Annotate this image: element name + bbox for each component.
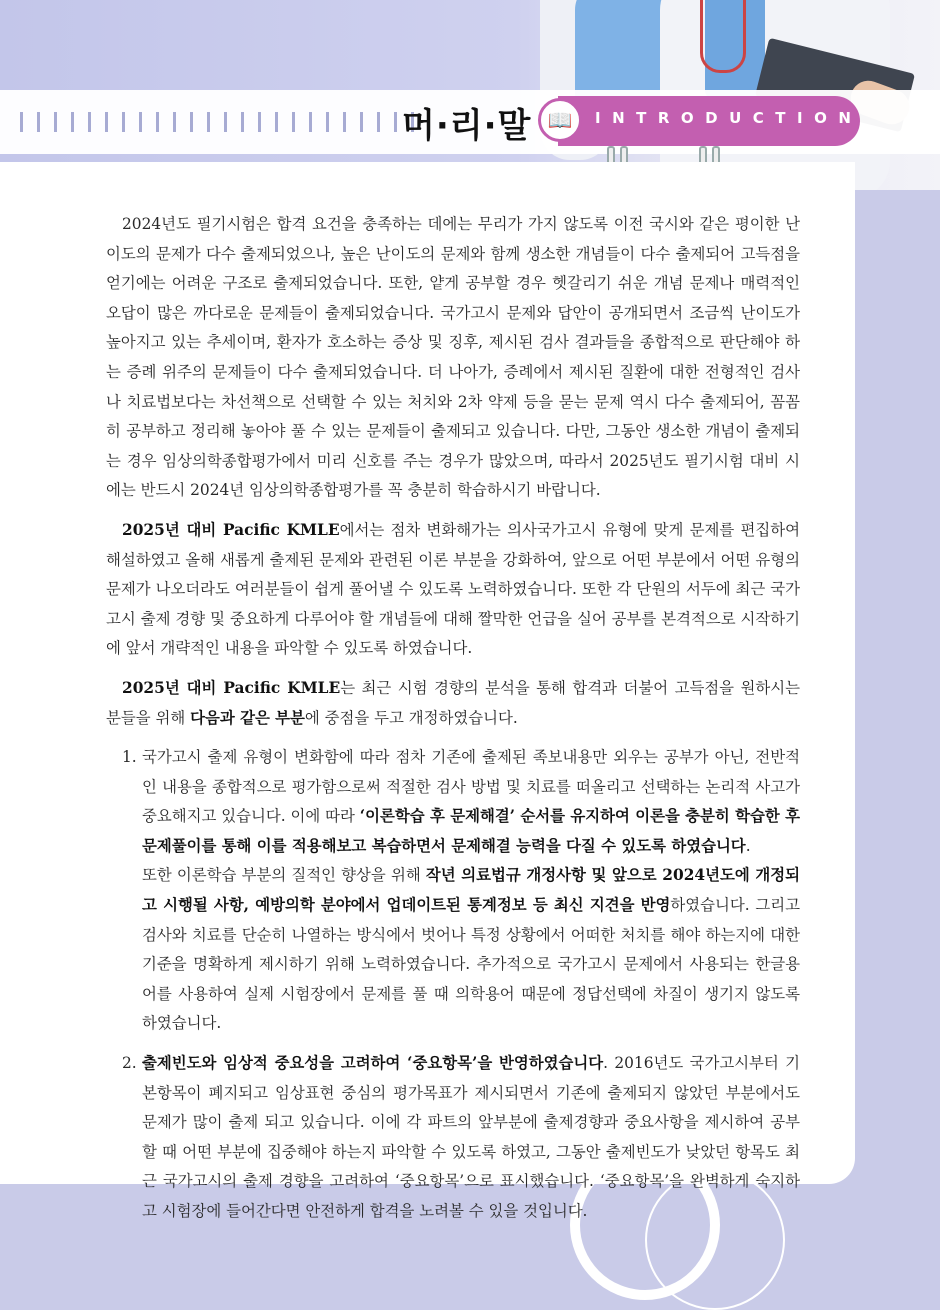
open-book-icon: 📖 xyxy=(538,98,582,142)
list-text: 하였습니다. 그리고 검사와 치료를 단순히 나열하는 방식에서 벗어나 특정 상황에서 어떠한 처치를 해야 하는지에 대한 기준을 명확하게 제시하기 위해 노력하였습니다. 추가적으로 국가고시 문제에서 사용되는 한글용어를 사용하여 실제 시험장에서 문제를 풀 때 의학용어 때문에 정답선택에 차질이 생기지 않도록 하였습니다. xyxy=(142,896,801,1033)
paragraph-text: 에서는 점차 변화해가는 의사국가고시 유형에 맞게 문제를 편집하여 해설하였고 올해 새롭게 출제된 문제와 관련된 이론 부분을 강화하여, 앞으로 어떤 부분에서 어떤 유형의 문제가 나오더라도 여러분들이 쉽게 풀어낼 수 있도록 노력하였습니다. 또한 각 단원의 서두에 최근 국가고시 출제 경향 및 중요하게 다루어야 할 개념들에 대해 짤막한 언급을 실어 공부를 본격적으로 시작하기에 앞서 개략적인 내용을 파악할 수 있도록 하였습니다. xyxy=(106,520,800,658)
bold-text: 2025년 대비 Pacific KMLE xyxy=(122,520,340,539)
list-text: 또한 이론학습 부분의 질적인 향상을 위해 xyxy=(142,866,426,885)
bold-text: ‘이론학습 후 문제해결’ 순서를 유지하여 이론을 충분히 학습한 후 문제풀이를 통해 이를 적용해보고 복습하면서 문제해결 능력을 다질 수 있도록 하였습니다 xyxy=(142,807,800,855)
list-number: 2. xyxy=(122,1054,137,1073)
paragraph-text: 에 중점을 두고 개정하였습니다. xyxy=(304,708,518,727)
list-number: 1. xyxy=(122,748,137,767)
stethoscope-image xyxy=(700,0,746,73)
list-item xyxy=(106,743,800,1039)
paragraph-text: 는 최근 시험 경향의 분석을 통해 합격과 더불어 고득점을 원하시는 분들을 위해 xyxy=(106,678,801,727)
revision-points-list xyxy=(106,743,800,1227)
bold-text: 2025년 대비 Pacific KMLE xyxy=(122,678,341,697)
section-label: INTRODUCTION xyxy=(595,109,863,127)
paragraph xyxy=(106,674,800,733)
list-text: . 2016년도 국가고시부터 기본항목이 폐지되고 임상표현 중심의 평가목표가 제시되면서 기존에 출제되지 않았던 부분에서도 문제가 많이 출제 되고 있습니다. 이에 각 파트의 앞부분에 출제경향과 중요사항을 제시하여 공부할 때 어떤 부분에 집중해야 하는지 파악할 수 있도록 하였고, 그동안 출제빈도가 낮았던 항목도 최근 국가고시의 출제 경향을 고려하여 ‘중요항목’으로 표시했습니다. ‘중요항목’을 완벽하게 숙지하고 시험장에 들어간다면 안전하게 합격을 노려볼 수 있을 것입니다. xyxy=(142,1054,801,1220)
list-text: 국가고시 출제 유형이 변화함에 따라 점차 기존에 출제된 족보내용만 외우는 공부가 아닌, 전반적인 내용을 종합적으로 평가함으로써 적절한 검사 방법 및 치료를 떠올리고 선택하는 논리적 사고가 중요해지고 있습니다. 이에 따라 xyxy=(142,748,800,826)
introduction-body xyxy=(106,210,800,1237)
bold-text: 출제빈도와 임상적 중요성을 고려하여 ‘중요항목’을 반영하였습니다 xyxy=(142,1054,604,1073)
list-item xyxy=(106,1049,800,1227)
bold-text: 다음과 같은 부분 xyxy=(190,708,305,727)
paragraph xyxy=(106,516,800,664)
paragraph: 2024년도 필기시험은 합격 요건을 충족하는 데에는 무리가 가지 않도록 이전 국시와 같은 평이한 난이도의 문제가 다수 출제되었으나, 높은 난이도의 문제와 함께 생소한 개념들이 다수 출제되어 고득점을 얻기에는 어려운 구조로 출제되었습니다. 또한, 얕게 공부할 경우 헷갈리기 쉬운 개념 문제나 매력적인 오답이 많은 까다로운 문제들이 출제되었습니다. 국가고시 문제와 답안이 공개되면서 조금씩 난이도가 높아지고 있는 추세이며, 환자가 호소하는 증상 및 징후, 제시된 검사 결과들을 종합적으로 판단해야 하는 증례 위주의 문제들이 다수 출제되었습니다. 더 나아가, 증례에서 제시된 질환에 대한 전형적인 검사나 치료법보다는 차선책으로 선택할 수 있는 처치와 2차 약제 등을 묻는 문제 역시 다수 출제되어, 꼼꼼히 공부하고 정리해 놓아야 풀 수 있는 문제들이 출제되고 있습니다. 다만, 그동안 생소한 개념이 출제되는 경우 임상의학종합평가에서 미리 신호를 주는 경우가 많았으며, 따라서 2025년도 필기시험 대비 시에는 반드시 2024년 임상의학종합평가를 꼭 충분히 학습하시기 바랍니다. xyxy=(106,215,800,500)
decorative-ticks xyxy=(20,112,414,132)
page-title: 머·리·말 xyxy=(402,106,532,146)
bold-text: 작년 의료법규 개정사항 및 앞으로 2024년도에 개정되고 시행될 사항, 예방의학 분야에서 업데이트된 통계정보 등 최신 지견을 반영 xyxy=(142,866,800,915)
list-text: . xyxy=(745,836,751,855)
